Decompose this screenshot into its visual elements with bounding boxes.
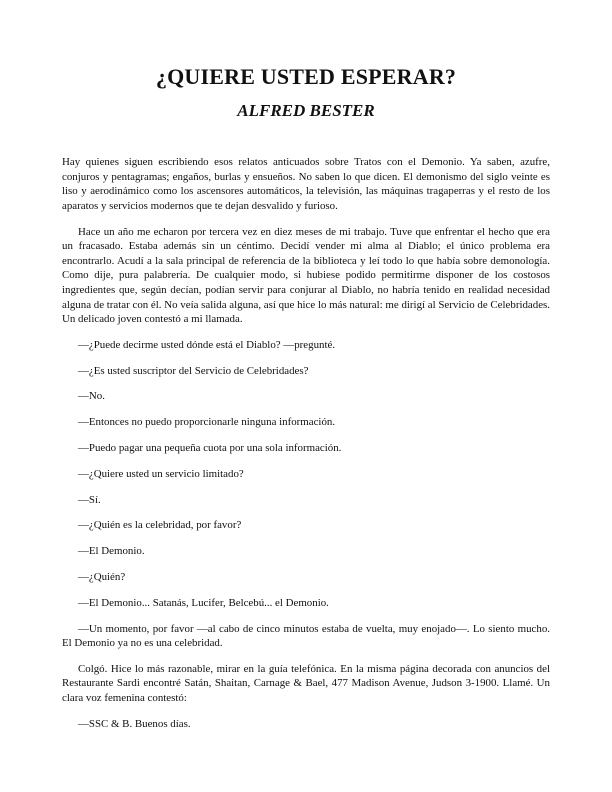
dialogue-line: —¿Quién?	[78, 570, 126, 583]
document-title: ¿QUIERE USTED ESPERAR?	[155, 64, 457, 89]
paragraph-intro: Hay quienes siguen escribiendo esos relatos anticuados sobre Tratos con el Demonio. Ya saben, azufre, conjuros y pentagramas; engaños, burlas y ensueños. No saben lo que dicen. El demonismo del siglo veinte es liso y aerodinámico como los ascensores automáticos, la televisión, las máquinas tragaperras y el resto de los aparatos y servicios modernos que te dejan desvalido y furioso.	[62, 156, 550, 212]
paragraph-narrative: Hace un año me echaron por tercera vez en diez meses de mi trabajo. Tuve que enfrentar el hecho que era un fracasado. Estaba además sin un céntimo. Decidí vender mi alma al Diablo; el único problema era encontrarlo. Acudí a la sala principal de referencia de la biblioteca y leí todo lo que había sobre demonología. Como dije, pura palabrería. De cualquier modo, si hubiese podido permitirme disponer de los costosos ingredientes que, según decían, podían servir para conjurar al Diablo, no habría tenido en realidad necesidad alguna de tratar con él. No veía salida alguna, así que hice lo más natural: me dirigí al Servicio de Celebridades. Un delicado joven contestó a mi llamada.	[62, 225, 550, 326]
dialogue-line: —Sí.	[78, 493, 101, 506]
dialogue-line: —Puedo pagar una pequeña cuota por una sola información.	[78, 442, 342, 455]
dialogue-line: —¿Puede decirme usted dónde está el Diablo? —pregunté.	[78, 338, 336, 351]
dialogue-line: —¿Quién es la celebridad, por favor?	[78, 519, 242, 532]
dialogue-line: —¿Es usted suscriptor del Servicio de Celebridades?	[78, 364, 309, 377]
paragraph-narrative: Colgó. Hice lo más razonable, mirar en la guía telefónica. En la misma página decorada con anuncios del Restaurante Sardi encontré Satán, Shaitan, Carnage & Bael, 477 Madison Avenue, Judson 3-1900. Llamé. Un clara voz femenina contestó:	[62, 662, 550, 705]
document-body	[62, 155, 550, 743]
dialogue-line: —Entonces no puedo proporcionarle ninguna información.	[78, 416, 336, 429]
dialogue-line: —El Demonio... Satanás, Lucifer, Belcebú... el Demonio.	[78, 596, 329, 609]
dialogue-line: —Un momento, por favor —al cabo de cinco minutos estaba de vuelta, muy enojado—. Lo siento mucho. El Demonio ya no es una celebridad.	[62, 622, 550, 650]
dialogue-line: —No.	[78, 390, 105, 403]
dialogue-line: —El Demonio.	[78, 545, 145, 558]
document-author: ALFRED BESTER	[237, 101, 375, 120]
dialogue-line: —¿Quiere usted un servicio limitado?	[78, 467, 244, 480]
dialogue-line: —SSC & B. Buenos días.	[78, 717, 191, 730]
